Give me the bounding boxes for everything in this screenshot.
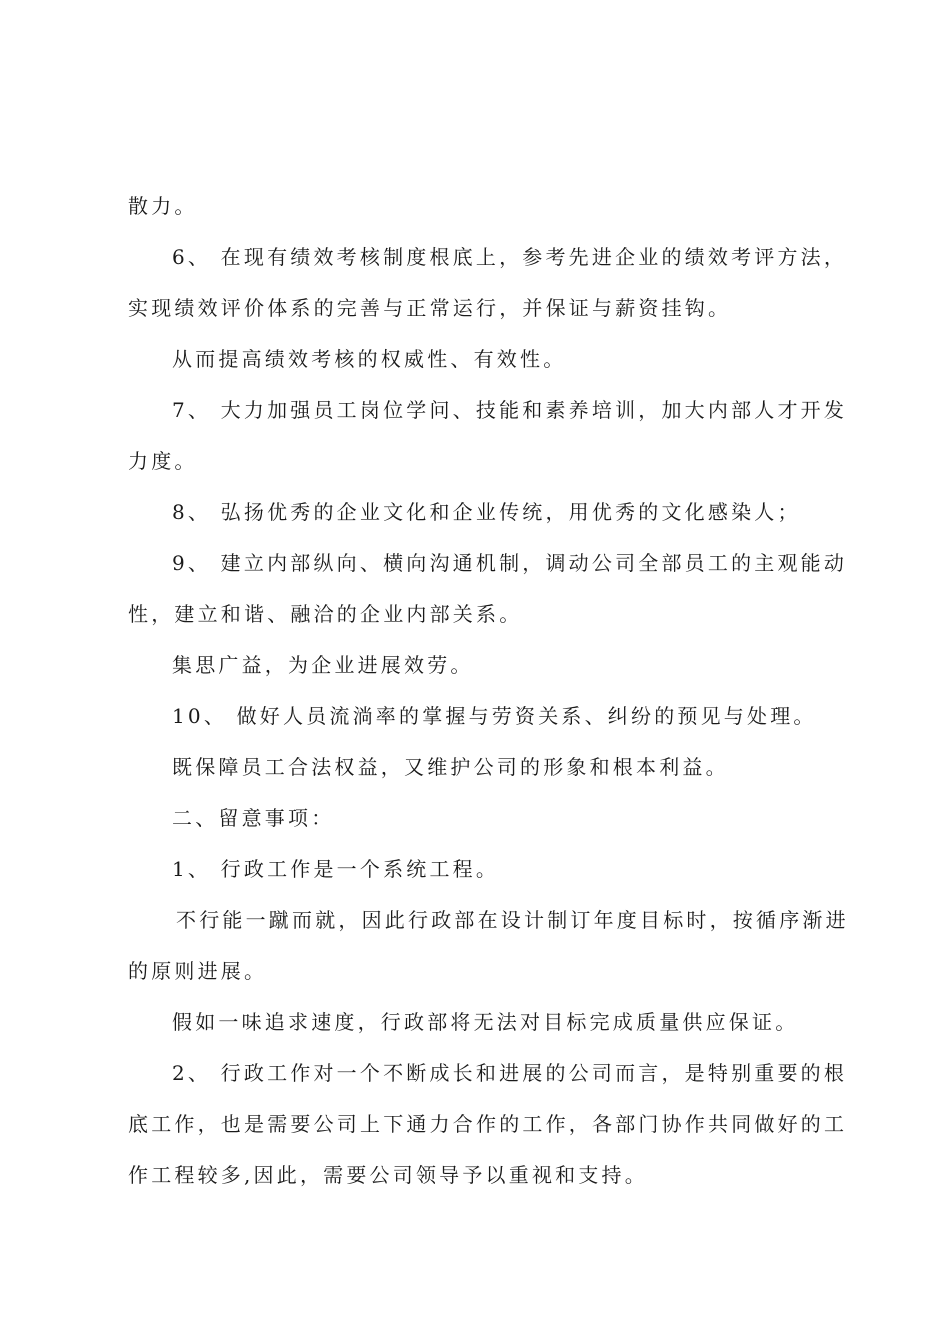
text-line: 集思广益，为企业进展效劳。 <box>172 653 474 677</box>
list-item-7: 7、 大力加强员工岗位学问、技能和素养培训，加大内部人才开发 <box>172 398 848 422</box>
text-line: 实现绩效评价体系的完善与正常运行，并保证与薪资挂钩。 <box>128 296 732 320</box>
text-line: 作工程较多,因此，需要公司领导予以重视和支持。 <box>128 1163 648 1187</box>
text-line: 假如一味追求速度，行政部将无法对目标完成质量供应保证。 <box>172 1010 799 1034</box>
text-line: 性，建立和谐、融洽的企业内部关系。 <box>128 602 523 626</box>
list-item-9: 9、 建立内部纵向、横向沟通机制，调动公司全部员工的主观能动 <box>172 551 848 575</box>
list-item-8: 8、 弘扬优秀的企业文化和企业传统，用优秀的文化感染人； <box>172 500 801 524</box>
list-item-6: 6、 在现有绩效考核制度根底上，参考先进企业的绩效考评方法， <box>172 245 848 269</box>
text-line: 不行能一蹴而就，因此行政部在设计制订年度目标时，按循序渐进 <box>176 908 849 932</box>
list-item-1: 1、 行政工作是一个系统工程。 <box>172 857 500 881</box>
text-line: 从而提高绩效考核的权威性、有效性。 <box>172 347 567 371</box>
list-item-10: 10、 做好人员流淌率的掌握与劳资关系、纠纷的预见与处理。 <box>172 704 817 728</box>
text-line: 既保障员工合法权益，又维护公司的形象和根本利益。 <box>172 755 729 779</box>
text-line: 力度。 <box>128 449 198 473</box>
text-line: 的原则进展。 <box>128 959 268 983</box>
section-heading: 二、留意事项： <box>172 806 335 830</box>
text-line: 底工作，也是需要公司上下通力合作的工作，各部门协作共同做好的工 <box>128 1112 848 1136</box>
text-line: 散力。 <box>128 194 198 218</box>
list-item-2: 2、 行政工作对一个不断成长和进展的公司而言，是特别重要的根 <box>172 1061 848 1085</box>
